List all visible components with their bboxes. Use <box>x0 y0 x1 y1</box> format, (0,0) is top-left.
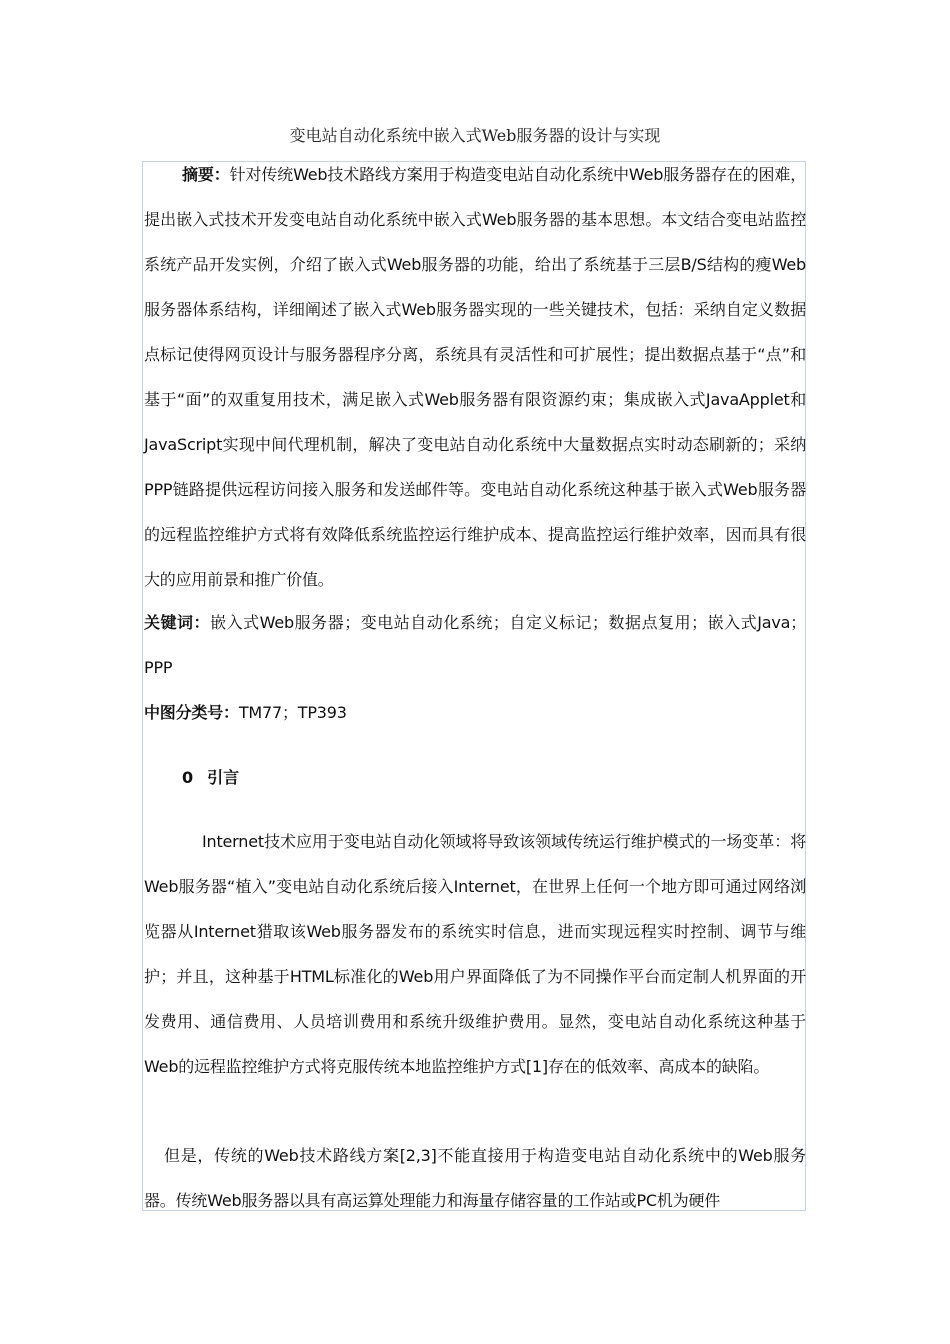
document-title: 变电站自动化系统中嵌入式Web服务器的设计与实现 <box>289 126 661 145</box>
keywords-paragraph <box>144 600 806 690</box>
abstract-label: 摘要： <box>182 165 230 184</box>
keywords-text: 嵌入式Web服务器；变电站自动化系统；自定义标记；数据点复用；嵌入式Java；PPP <box>144 613 807 677</box>
keywords-label: 关键词： <box>144 613 211 632</box>
section-number: 0 <box>182 768 194 787</box>
abstract-paragraph <box>144 152 806 602</box>
abstract-text: 针对传统Web技术路线方案用于构造变电站自动化系统中Web服务器存在的困难，提出嵌入式技术开发变电站自动化系统中嵌入式Web服务器的基本思想。本文结合变电站监控系统产品开发实例，介绍了嵌入式Web服务器的功能，给出了系统基于三层B/S结构的瘦Web服务器体系结构，详细阐述了嵌入式Web服务器实现的一些关键技术，包括：采纳自定义数据点标记使得网页设计与服务器程序分离，系统具有灵活性和可扩展性；提出数据点基于“点”和基于“面”的双重复用技术，满足嵌入式Web服务器有限资源约束；集成嵌入式JavaApplet和JavaScript实现中间代理机制，解决了变电站自动化系统中大量数据点实时动态刷新的；采纳PPP链路提供远程访问接入服务和发送邮件等。变电站自动化系统这种基于嵌入式Web服务器的远程监控维护方式将有效降低系统监控运行维护成本、提高监控运行维护效率，因而具有很大的应用前景和推广价值。 <box>144 165 806 589</box>
classification-label: 中图分类号： <box>144 703 239 722</box>
section-title: 引言 <box>207 768 240 787</box>
classification-text: TM77；TP393 <box>238 703 347 722</box>
section-heading <box>182 755 239 800</box>
body-paragraph: Internet技术应用于变电站自动化领域将导致该领域传统运行维护模式的一场变革：将Web服务器“植入”变电站自动化系统后接入Internet，在世界上任何一个地方即可通过网络浏览器从Internet猎取该Web服务器发布的系统实时信息，进而实现远程实时控制、调节与维护；并且，这种基于HTML标准化的Web用户界面降低了为不同操作平台而定制人机界面的开发费用、通信费用、人员培训费用和系统升级维护费用。显然，变电站自动化系统这种基于Web的远程监控维护方式将克服传统本地监控维护方式[1]存在的低效率、高成本的缺陷。 <box>144 832 806 1076</box>
body-paragraph: 但是，传统的Web技术路线方案[2,3]不能直接用于构造变电站自动化系统中的Web服务器。传统Web服务器以具有高运算处理能力和海量存储容量的工作站或PC机为硬件 <box>144 1146 806 1210</box>
classification-paragraph <box>144 690 806 735</box>
